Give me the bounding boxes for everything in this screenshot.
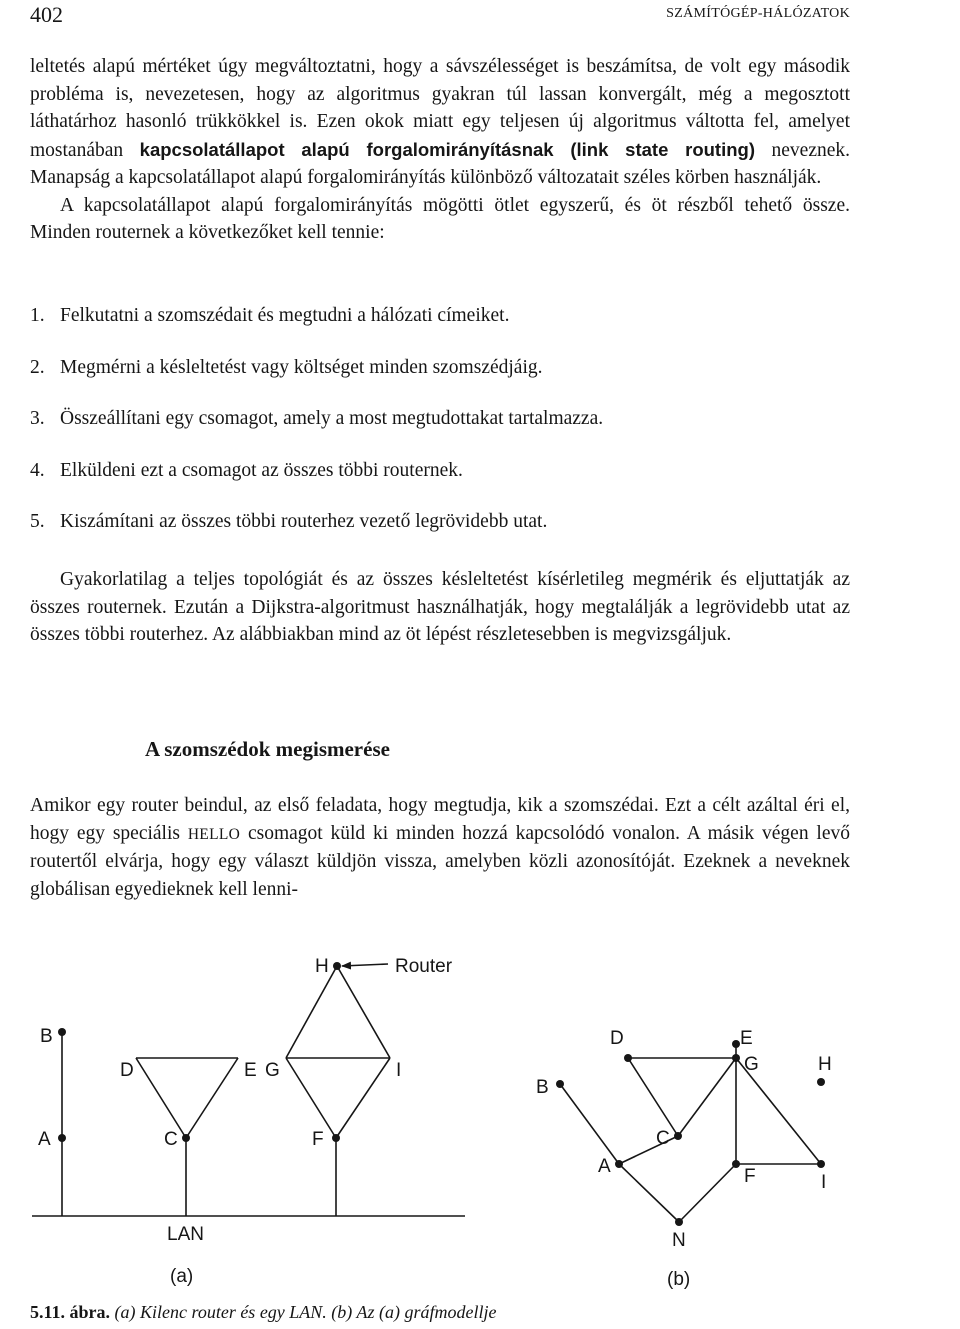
figure-caption [30,1302,496,1323]
list-item [30,302,850,354]
page-number: 402 [30,2,63,27]
node-label: B [40,1026,53,1047]
node-b [58,1028,66,1036]
node-label: F [744,1166,756,1187]
hello-packet-name: HELLO [187,825,241,843]
link-g-f [286,1058,336,1138]
node-e [732,1040,740,1048]
running-head: SZÁMÍTÓGÉP-HÁLÓZATOK [666,6,850,21]
paragraph-text: A kapcsolatállapot alapú forgalomirányítás mögötti ötlet egyszerű, és öt részből tehető össze. Minden routernek a következőket kell tennie: [30,194,850,243]
node-label: I [821,1172,827,1193]
node-label: H [315,956,329,977]
link-h-i [337,966,390,1058]
node-label: E [244,1060,257,1081]
node-g [732,1054,740,1062]
node-b [556,1080,564,1088]
link-i-f [336,1058,390,1138]
node-c [182,1134,190,1142]
node-label: E [740,1028,753,1049]
paragraph-text: csomagot küld ki minden hozzá kapcsolódó vonalon. A másik végen levő routertől elvárja, hogy egy választ küldjön vissza, amelyben közli azonosítóját. Ezeknek a neveknek globálisan egyedieknek kell lenni- [30,822,850,900]
edge-c-d [628,1058,678,1136]
edge-b-a [560,1084,619,1164]
bold-term: kapcsolatállapot alapú forgalomirányításnak (link state routing) [139,138,755,160]
list-item-number: 5. [30,511,45,533]
node-h [333,962,341,970]
paragraph-link-state-intro [30,53,850,247]
link-e-c [186,1058,238,1138]
node-d [624,1054,632,1062]
node-label: B [536,1077,549,1098]
link-d-c [136,1058,186,1138]
list-item-text: Felkutatni a szomszédait és megtudni a hálózati címeiket. [60,305,510,326]
node-a [58,1134,66,1142]
list-item-text: Elküldeni ezt a csomagot az összes többi routernek. [60,459,463,481]
diagram-b-labels [536,1028,832,1290]
figure-network-diagram [0,940,960,1290]
node-label: D [610,1028,624,1049]
caption-number: 5.11. ábra. [30,1302,111,1322]
list-item [30,405,850,457]
node-label: G [744,1054,759,1075]
diagram-a-labels [38,956,453,1287]
edge-n-f [679,1164,736,1222]
node-c [674,1132,682,1140]
edge-a-n [619,1164,679,1222]
lan-label: LAN [167,1224,204,1245]
router-label: Router [395,956,453,977]
list-item [30,354,850,406]
node-a [615,1160,623,1168]
paragraph-hello [30,792,850,903]
subfigure-label-b: (b) [667,1269,691,1290]
paragraph-text: leltetés alapú mértéket úgy megváltoztatni, hogy a sávszélességet is beszámítsa, de volt egy második probléma is, nevezetesen, hogy az algoritmus gyakran túl lassan konvergált, még a megosztott láthatárhoz hasonló trükkökkel is. Ezen okok miatt egy teljesen új algoritmus váltotta fel, amelyet mostanában [30,56,850,161]
steps-list [30,302,850,560]
node-label: C [164,1129,178,1150]
edge-c-g [678,1058,736,1136]
link-h-g [286,966,337,1058]
node-label: N [672,1230,686,1251]
list-item [30,508,850,560]
list-item-text: Kiszámítani az összes többi routerhez vezető legrövidebb utat. [60,511,548,533]
node-label: I [396,1060,402,1081]
node-label: F [312,1129,324,1150]
caption-text: (a) Kilenc router és egy LAN. (b) Az (a) gráfmodellje [114,1302,497,1322]
subfigure-label-a: (a) [170,1266,194,1287]
list-item-number: 2. [30,356,45,378]
node-label: A [38,1129,51,1150]
node-label: G [265,1060,280,1081]
node-f [732,1160,740,1168]
node-n [675,1218,683,1226]
node-label: D [120,1060,134,1081]
list-item-text: Megmérni a késleltetést vagy költséget minden szomszédjáig. [60,356,543,378]
paragraph-text: Amikor egy router beindul, az első feladata, hogy megtudja, kik a szomszédai. Ezt a célt azáltal éri el, hogy egy speciális [30,795,850,844]
paragraph-text: neveznek. Manapság a kapcsolatállapot alapú forgalomirányítás különböző változatait széles körben használják. [30,139,851,188]
diagram-a [32,964,465,1216]
list-item [30,457,850,509]
diagram-b [560,1044,821,1222]
node-h [817,1078,825,1086]
node-label: H [818,1054,832,1075]
diagram-a-nodes [58,962,341,1142]
section-title: A szomszédok megismerése [145,737,390,761]
node-i [817,1160,825,1168]
node-label: A [598,1156,611,1177]
list-item-text: Összeállítani egy csomagot, amely a most megtudottakat tartalmazza. [60,408,604,430]
node-label: C [656,1128,670,1149]
list-item-number: 4. [30,459,45,481]
router-arrow [342,964,388,966]
node-f [332,1134,340,1142]
list-item-number: 3. [30,408,45,430]
paragraph-dijkstra: Gyakorlatilag a teljes topológiát és az összes késleltetést kísérletileg megmérik és eljuttatják az összes routernek. Ezután a Dijkstra-algoritmust használhatják, hogy megtalálják a legrövidebb utat az összes többi routerhez. Az alábbiakban mind az öt lépést részletesebben is megvizsgáljuk. [30,569,850,645]
list-item-number: 1. [30,305,45,326]
